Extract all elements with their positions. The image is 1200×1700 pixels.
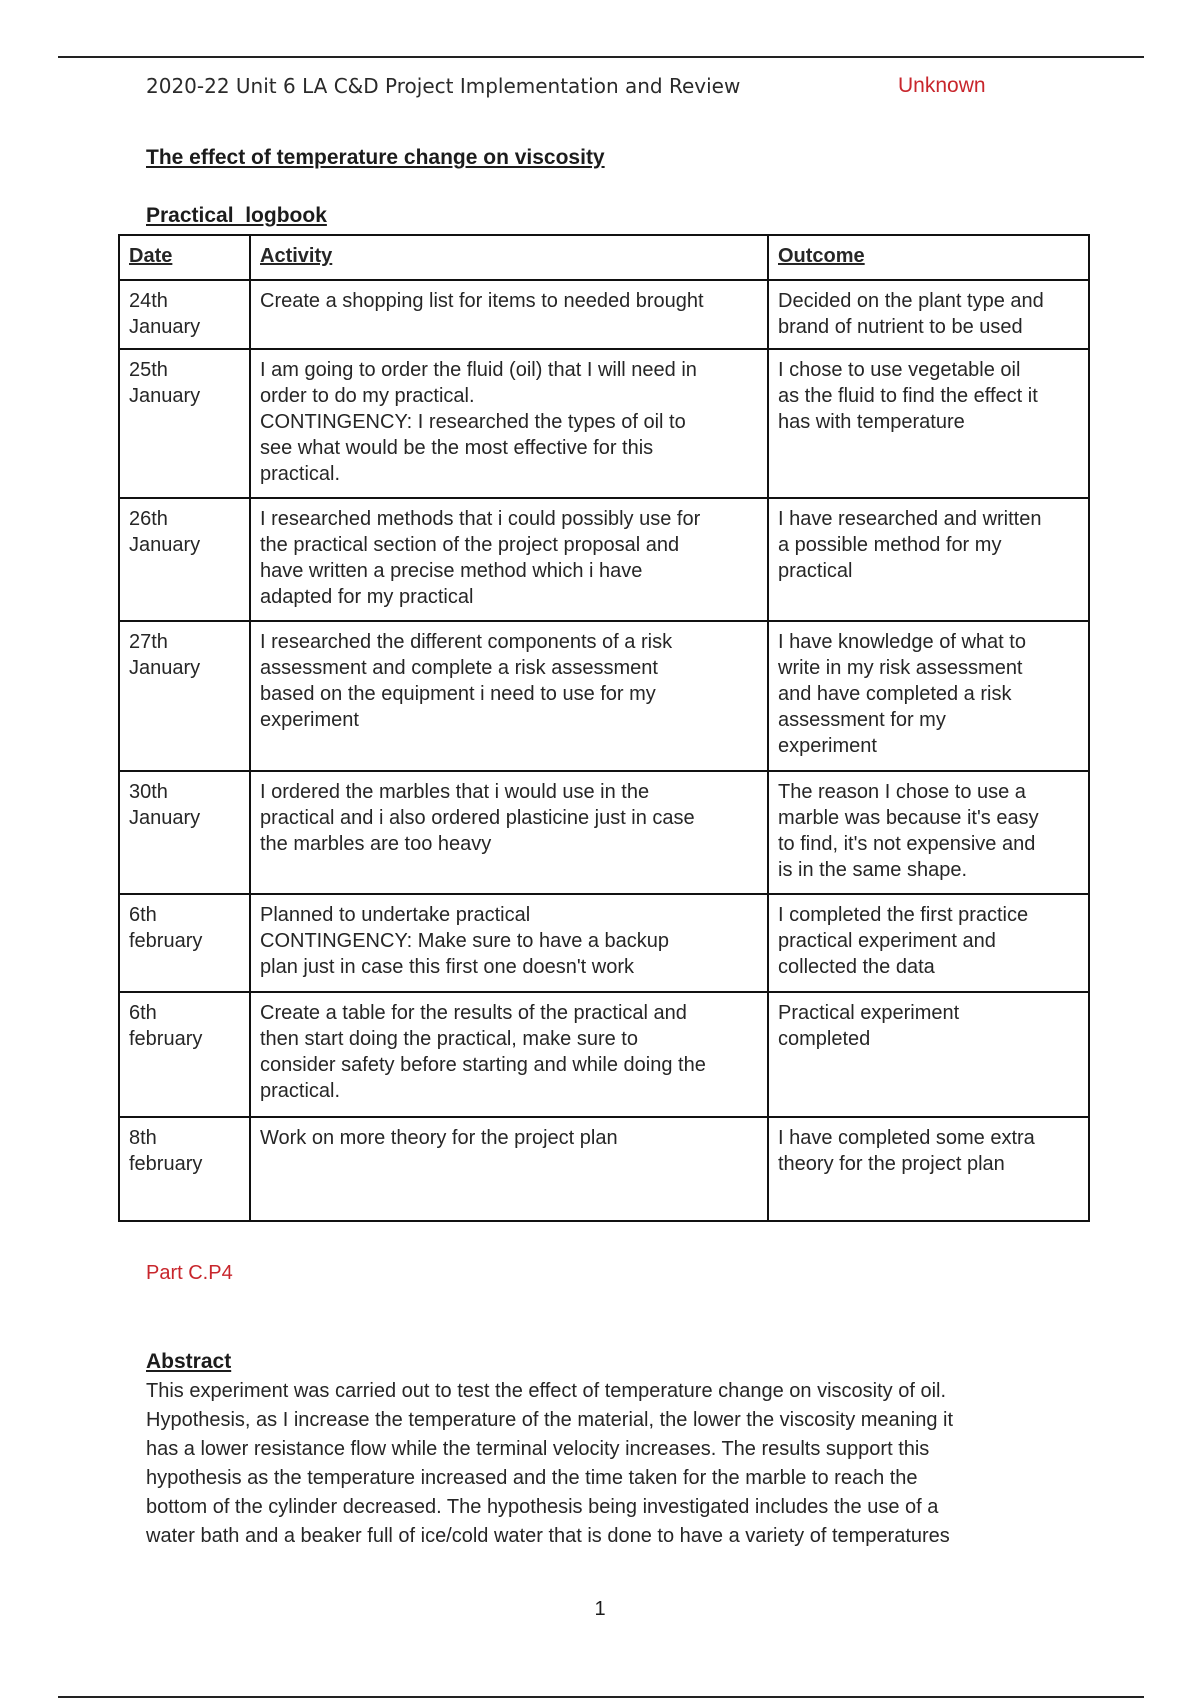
activity-cell: I researched methods that i could possibly use for the practical section of the project proposal and have written a precise method which i have adapted for my practical bbox=[250, 498, 768, 621]
activity-cell: I researched the different components of a risk assessment and complete a risk assessment based on the equipment i need to use for my experiment bbox=[250, 621, 768, 771]
top-rule bbox=[58, 56, 1144, 58]
activity-cell: I ordered the marbles that i would use in the practical and i also ordered plasticine just in case the marbles are too heavy bbox=[250, 771, 768, 894]
bottom-rule bbox=[58, 1696, 1144, 1698]
activity-cell: Create a table for the results of the practical and then start doing the practical, make sure to consider safety before starting and while doing the practical. bbox=[250, 992, 768, 1117]
date-cell: 30th January bbox=[119, 771, 250, 894]
table-row bbox=[119, 771, 1089, 894]
abstract-line: has a lower resistance flow while the terminal velocity increases. The results support this bbox=[146, 1438, 930, 1460]
abstract-heading: Abstract bbox=[146, 1350, 232, 1373]
date-cell: 6th february bbox=[119, 992, 250, 1117]
activity-cell: Planned to undertake practical CONTINGENCY: Make sure to have a backup plan just in case this first one doesn't work bbox=[250, 894, 768, 992]
table-row bbox=[119, 894, 1089, 992]
activity-cell: Create a shopping list for items to needed brought bbox=[250, 280, 768, 349]
outcome-cell: I have researched and written a possible method for my practical bbox=[768, 498, 1089, 621]
outcome-cell: Practical experiment completed bbox=[768, 992, 1089, 1117]
table-row bbox=[119, 280, 1089, 349]
activity-cell: I am going to order the fluid (oil) that I will need in order to do my practical. CONTINGENCY: I researched the types of oil to see what would be the most effective for this practical. bbox=[250, 349, 768, 498]
date-cell: 26th January bbox=[119, 498, 250, 621]
outcome-cell: The reason I chose to use a marble was because it's easy to find, it's not expensive and is in the same shape. bbox=[768, 771, 1089, 894]
document-title: The effect of temperature change on viscosity bbox=[146, 146, 605, 169]
date-cell: 25th January bbox=[119, 349, 250, 498]
abstract-line: Hypothesis, as I increase the temperature of the material, the lower the viscosity meaning it bbox=[146, 1409, 954, 1431]
date-cell: 24th January bbox=[119, 280, 250, 349]
table-row bbox=[119, 1117, 1089, 1221]
logbook-heading: Practical logbook bbox=[146, 204, 327, 227]
outcome-cell: I completed the first practice practical experiment and collected the data bbox=[768, 894, 1089, 992]
table-header-row bbox=[119, 235, 1089, 280]
outcome-cell: Decided on the plant type and brand of nutrient to be used bbox=[768, 280, 1089, 349]
abstract-line: hypothesis as the temperature increased and the time taken for the marble to reach the bbox=[146, 1467, 918, 1489]
date-cell: 8th february bbox=[119, 1117, 250, 1221]
outcome-cell: I chose to use vegetable oil as the fluid to find the effect it has with temperature bbox=[768, 349, 1089, 498]
outcome-cell: I have knowledge of what to write in my risk assessment and have completed a risk assessment for my experiment bbox=[768, 621, 1089, 771]
column-header-activity: Activity bbox=[250, 235, 768, 280]
practical-logbook-table bbox=[118, 234, 1090, 1222]
table-row bbox=[119, 498, 1089, 621]
header-title: 2020-22 Unit 6 LA C&D Project Implementation and Review bbox=[146, 74, 741, 98]
column-header-outcome: Outcome bbox=[768, 235, 1089, 280]
column-header-date: Date bbox=[119, 235, 250, 280]
abstract-line: water bath and a beaker full of ice/cold water that is done to have a variety of temperatures bbox=[146, 1525, 950, 1547]
outcome-cell: I have completed some extra theory for the project plan bbox=[768, 1117, 1089, 1221]
abstract-body bbox=[146, 1377, 1086, 1551]
activity-cell: Work on more theory for the project plan bbox=[250, 1117, 768, 1221]
table-row bbox=[119, 992, 1089, 1117]
abstract-line: bottom of the cylinder decreased. The hypothesis being investigated includes the use of a bbox=[146, 1496, 939, 1518]
page-number: 1 bbox=[594, 1598, 606, 1620]
part-label: Part C.P4 bbox=[146, 1262, 233, 1284]
table-row bbox=[119, 621, 1089, 771]
table-row bbox=[119, 349, 1089, 498]
date-cell: 27th January bbox=[119, 621, 250, 771]
header-author: Unknown bbox=[898, 74, 986, 97]
date-cell: 6th february bbox=[119, 894, 250, 992]
abstract-line: This experiment was carried out to test the effect of temperature change on viscosity of oil. bbox=[146, 1380, 947, 1402]
